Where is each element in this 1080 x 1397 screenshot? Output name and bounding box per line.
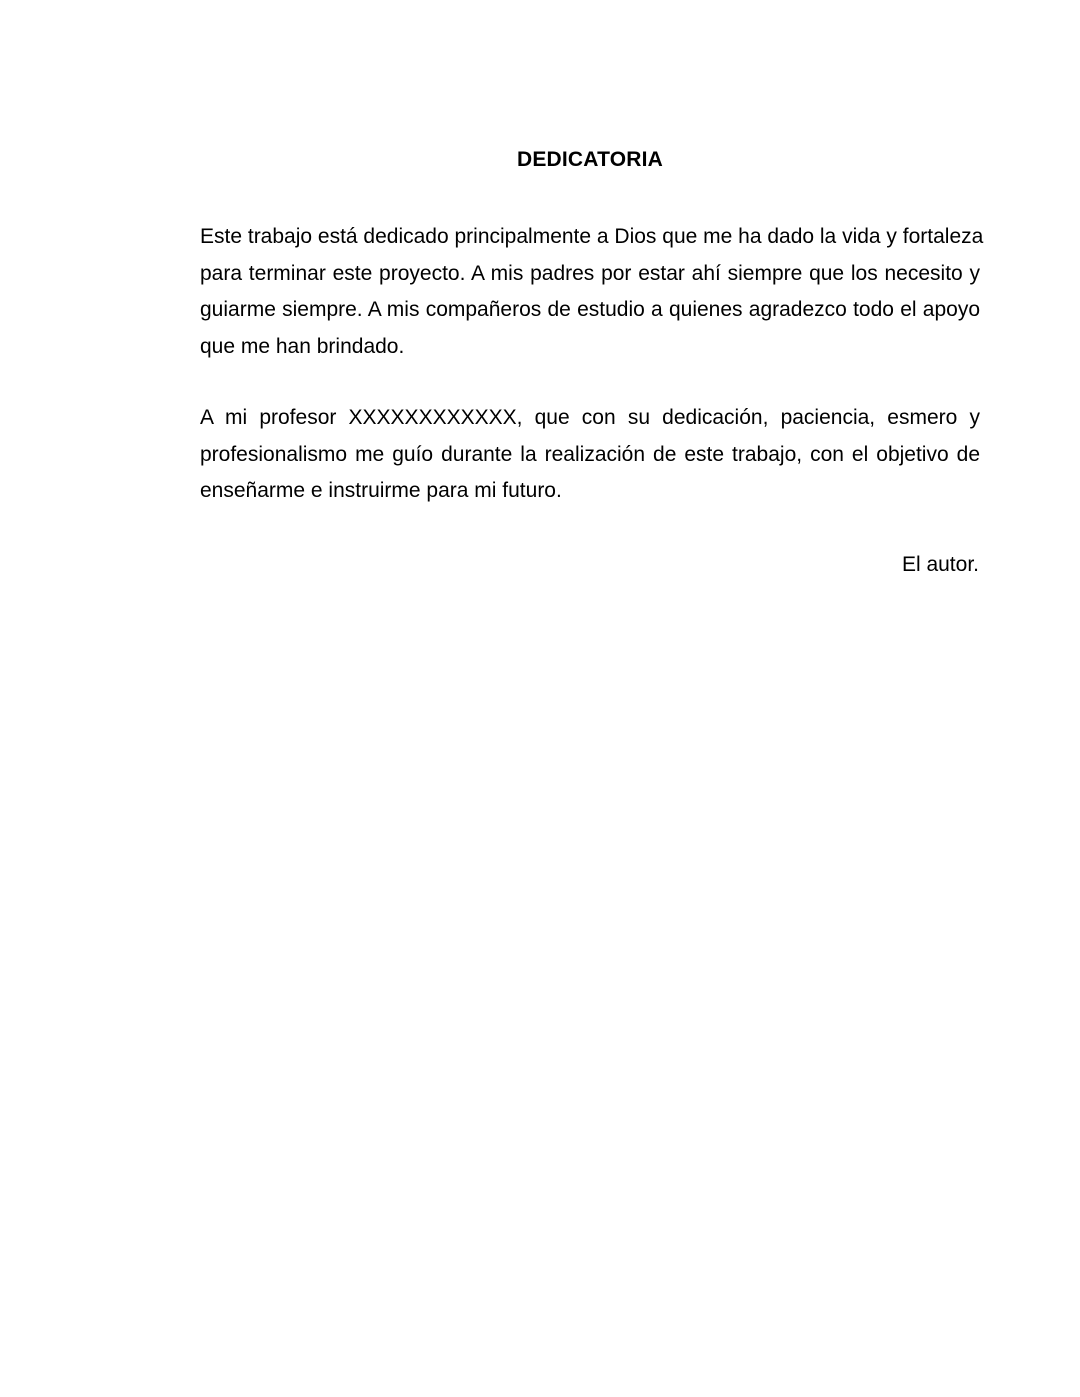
paragraph-line: Este trabajo está dedicado principalmente a Dios que me ha dado la vida y fortaleza	[200, 225, 984, 248]
dedication-paragraph-2	[200, 400, 980, 510]
signature: El autor.	[901, 553, 979, 576]
page-title: DEDICATORIA	[516, 148, 664, 171]
paragraph-line: guiarme siempre. A mis compañeros de estudio a quienes agradezco todo el apoyo	[200, 298, 980, 321]
paragraph-line: A mi profesor XXXXXXXXXXXX, que con su dedicación, paciencia, esmero y	[200, 406, 980, 429]
paragraph-line: enseñarme e instruirme para mi futuro.	[200, 479, 562, 502]
paragraph-line: que me han brindado.	[200, 334, 405, 358]
paragraph-line: profesionalismo me guío durante la realización de este trabajo, con el objetivo de	[200, 442, 980, 466]
paragraph-line: para terminar este proyecto. A mis padres por estar ahí siempre que los necesito y	[200, 261, 980, 285]
dedication-paragraph-1	[200, 219, 984, 365]
